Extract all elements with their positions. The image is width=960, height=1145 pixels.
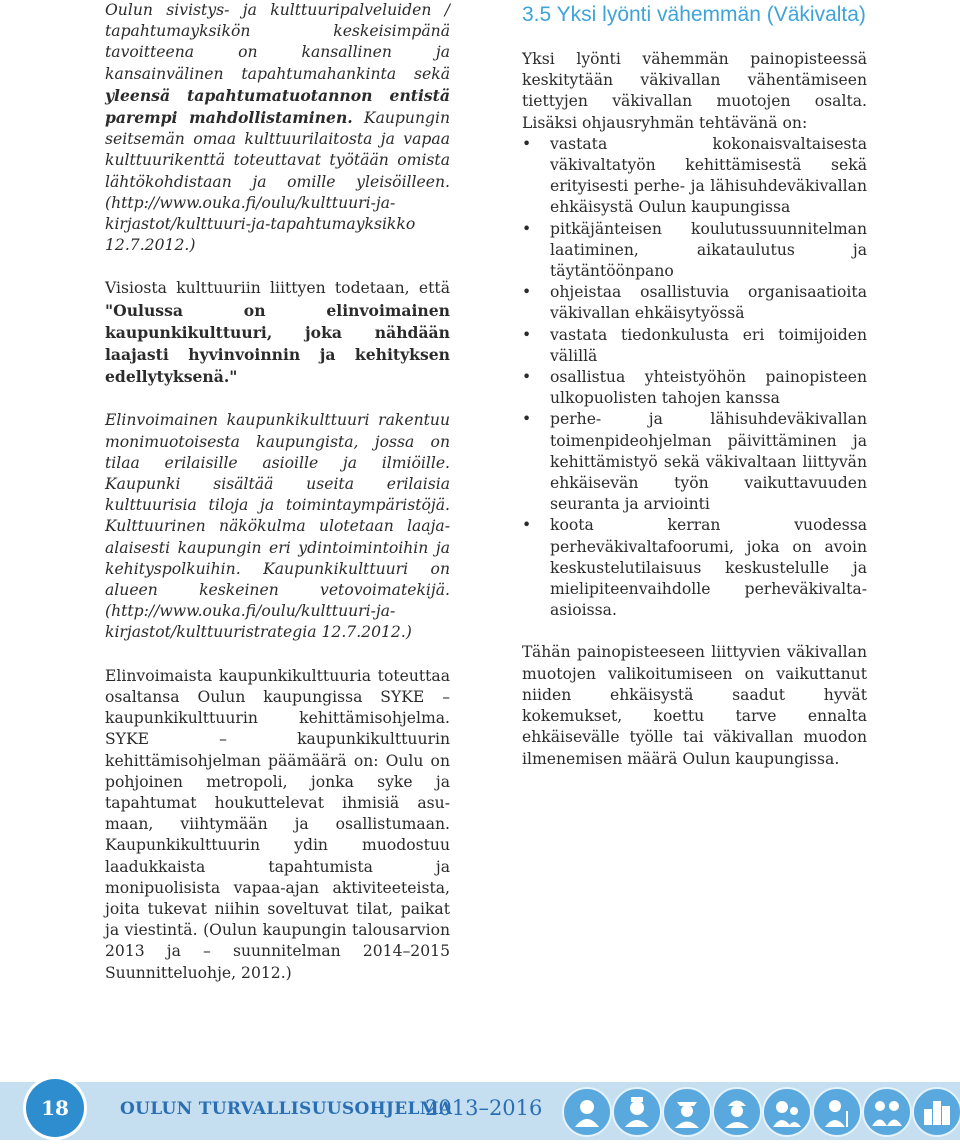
bullet-icon: •	[522, 219, 532, 238]
left-p1-rest: Kaupungin seitsemän omaa kulttuurilaitosta ja vapaa kulttuurikenttä toteuttavat työtään omista lähtökohdistaan ja omille yleisöilleen. (http://www.ouka.fi/oulu/kulttuuri-ja-kirjastot/kulttuuri-ja-tapahtumayksikko 12.7.2012.)	[105, 109, 451, 255]
left-paragraph-3: Elinvoimainen kaupunkikulttuuri rakentuu monimuotoisesta kaupungista, jossa on tilaa erilaisille asioille ja ilmiöille. Kaupunki sisältää useita erilaisia kulttuurisia tiloja ja toimintaympäristöjä. Kulttuurinen näkökulma ulotetaan laaja-alaisesti kaupungin eri ydintoimintoihin ja kehityspolkuihin. Kaupunkikulttuuri on alueen keskeinen vetovoimatekijä. (http://www.ouka.fi/oulu/kulttuuri-ja-kirjastot/kulttuuristrategia 12.7.2012.)	[105, 411, 450, 642]
footer-years: 2013–2016	[425, 1096, 543, 1120]
left-paragraph-4: Elinvoimaista kaupunkikulttuuria toteuttaa osaltansa Oulun kaupungissa SYKE – kaupunkikulttuurin kehittämisohjelma. SYKE – kaupunkikulttuurin kehittämisohjelman päämäärä on: Oulu on pohjoinen metropoli, jonka syke ja tapahtumat houkuttelevat ihmisiä asumaan, viihtymään ja osallistumaan. Kaupunkikulttuurin ydin muodostuu laadukkaista tapahtumista ja monipuolisista vapaa-ajan aktiviteeteista, joita tukevat niihin soveltuvat tilat, paikat ja viestintä. (Oulun kaupungin talousarvion 2013 ja – suunnitelman 2014–2015 Suunnitteluohje, 2012.)	[105, 666, 450, 982]
list-item-text: pitkäjänteisen koulutussuunnitelman laatiminen, aikataulutus ja täytäntöönpano	[550, 219, 867, 281]
bullet-icon: •	[522, 516, 532, 535]
left-p2-intro: Visiosta kulttuuriin liittyen todetaan, että	[105, 279, 450, 298]
list-item-text: koota kerran vuodessa perheväkivaltafoorumi, joka on avoin keskustelutilaisuus keskustelulle ja mielipiteenvaihdolle perheväkivalta-asioissa.	[550, 516, 867, 620]
right-paragraph-2: Tähän painopisteeseen liittyvien väkivallan muotojen valikoitumiseen on vaikuttanut niiden ehkäisystä saadut hyvät kokemukset, koettu tarve ennalta ehkäisevälle työlle tai väkivallan muodon ilmenemisen määrä Oulun kaupungissa.	[522, 643, 867, 768]
right-column	[522, 0, 867, 770]
list-item	[522, 367, 867, 409]
list-item	[522, 325, 867, 367]
left-column	[105, 0, 450, 984]
list-item	[522, 282, 867, 324]
right-paragraph-1: Yksi lyönti vähemmän painopisteessä keskitytään väkivallan vähentämiseen tiettyjen väkivallan muotojen osalta. Lisäksi ohjausryhmän tehtävänä on:	[522, 50, 867, 132]
police-icon	[662, 1087, 712, 1137]
list-item-text: ohjeistaa osallistuvia organisaatioita väkivallan ehkäisytyössä	[550, 283, 867, 323]
left-p1-emphasis: yleensä tapahtumatuotannon entistä parempi mahdollistaminen.	[105, 85, 450, 128]
family-icon	[862, 1087, 912, 1137]
bullet-icon: •	[522, 410, 532, 429]
firefighter-icon	[712, 1087, 762, 1137]
footer-title: OULUN TURVALLISUUSOHJELMA	[120, 1099, 453, 1119]
nurse-icon	[612, 1087, 662, 1137]
child-icon	[762, 1087, 812, 1137]
left-paragraph-1	[105, 0, 450, 256]
list-item-text: vastata kokonaisvaltaisesta väkivaltatyön kehittämisestä sekä erityisesti perhe- ja lähisuhdeväkivallan ehkäisystä Oulun kaupungissa	[550, 134, 867, 217]
bullet-icon: •	[522, 134, 532, 153]
bullet-icon: •	[522, 283, 532, 302]
bullet-icon: •	[522, 325, 532, 344]
task-list	[522, 134, 867, 622]
left-p1-intro: Oulun sivistys- ja kulttuuripalveluiden / tapahtumayksikön keskeisimpänä tavoitteena on kansallinen ja kansainvälinen tapahtumahankinta sekä	[105, 1, 450, 83]
bullet-icon: •	[522, 368, 532, 387]
list-item-text: osallistua yhteistyöhön painopisteen ulkopuolisten tahojen kanssa	[550, 368, 867, 408]
left-paragraph-2	[105, 278, 450, 388]
page-number: 18	[26, 1079, 84, 1137]
section-heading: 3.5 Yksi lyönti vähemmän (Väkivalta)	[522, 3, 866, 26]
person-icon	[562, 1087, 612, 1137]
elderly-icon	[812, 1087, 862, 1137]
left-p2-quote: "Oulussa on elinvoimainen kaupunkikulttuuri, joka nähdään laajasti hyvinvoinnin ja kehityksen edellytyksenä."	[105, 300, 450, 387]
list-item	[522, 409, 867, 515]
list-item	[522, 134, 867, 219]
list-item	[522, 219, 867, 283]
list-item	[522, 515, 867, 621]
list-item-text: perhe- ja lähisuhdeväkivallan toimenpideohjelman päivittäminen ja kehittämistyö sekä väkivaltaan liittyvän ehkäisevän työn vaikuttavuuden seuranta ja arviointi	[550, 410, 867, 514]
city-icon	[912, 1087, 960, 1137]
footer-icons	[562, 1087, 960, 1137]
list-item-text: vastata tiedonkulusta eri toimijoiden välillä	[550, 325, 867, 365]
